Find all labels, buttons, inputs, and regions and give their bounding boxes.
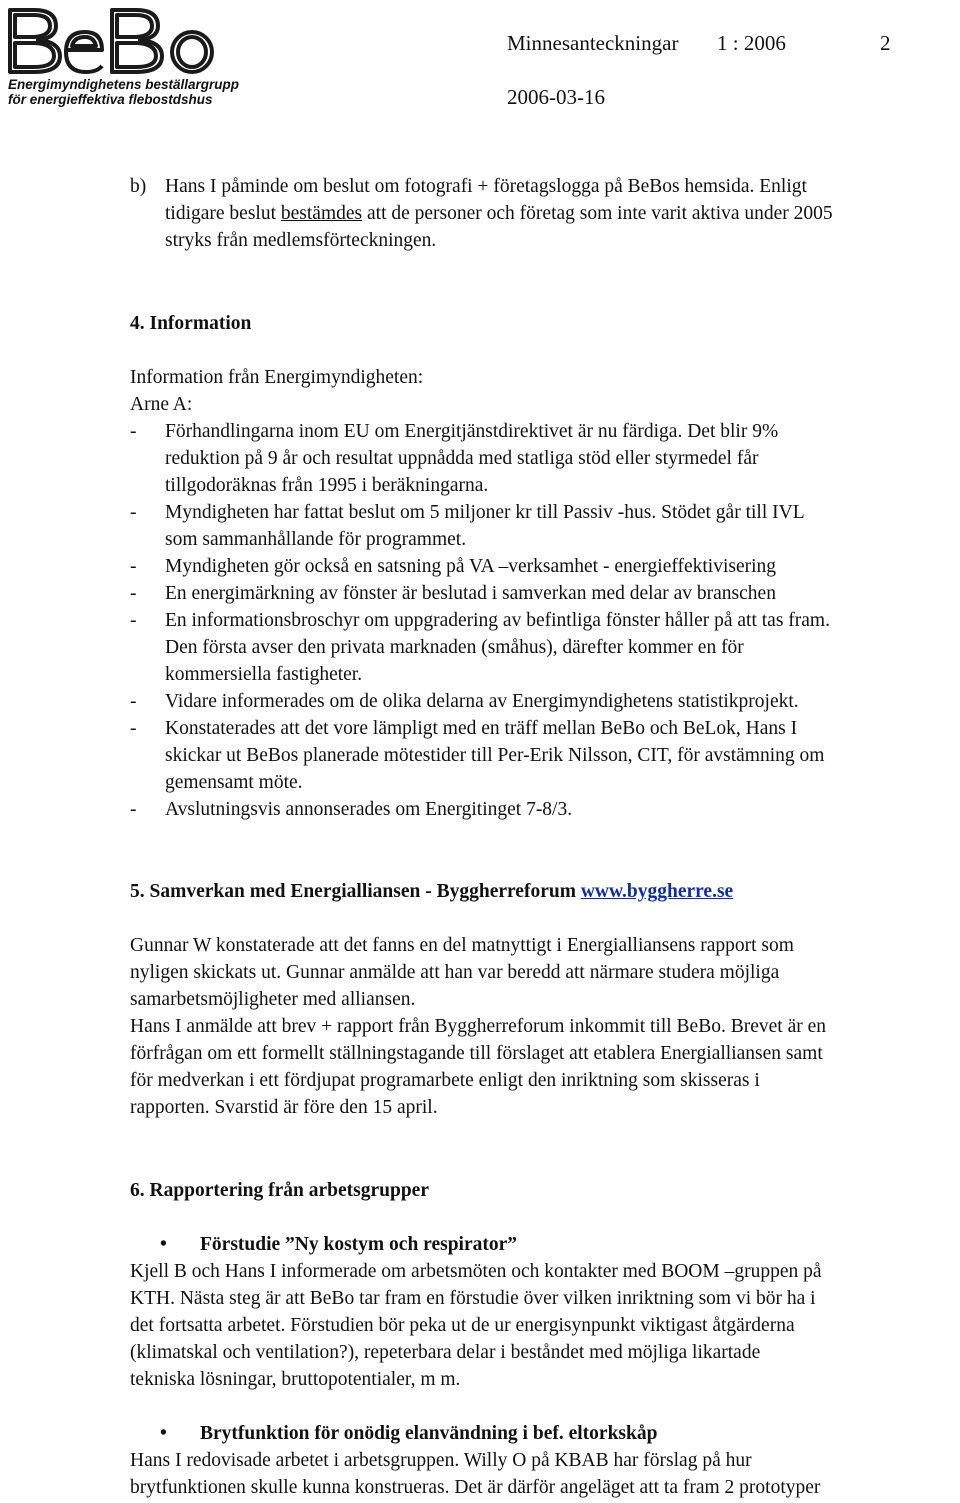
bullet-line: Den första avser den privata marknaden (småhus), därefter kommer en för — [165, 637, 744, 658]
section-5 — [130, 878, 960, 1121]
section-5-line: Gunnar W konstaterade att det fanns en del matnyttigt i Energialliansens rapport som — [130, 935, 794, 956]
bullet-line: Vidare informerades om de olika delarna av Energimyndighetens statistikprojekt. — [165, 691, 799, 712]
dash-marker: - — [130, 502, 137, 523]
dash-marker: - — [130, 718, 137, 739]
logo-subtitle-line1: Energimyndighetens beställargrupp — [8, 77, 240, 92]
dash-marker: - — [130, 691, 137, 712]
section-4-bullet-item — [130, 715, 960, 796]
section-4-bullet-item — [130, 499, 960, 553]
bullet-text — [165, 607, 830, 688]
section-4-bullet-item — [130, 553, 960, 580]
item-b-line-1: Hans I påminde om beslut om fotografi + företagslogga på BeBos hemsida. Enligt — [165, 176, 807, 197]
brytfunktion-line: brytfunktionen skulle kunna konstrueras. Det är därför angeläget att ta fram 2 prototyper — [130, 1477, 821, 1498]
section-4-intro-2: Arne A: — [130, 394, 193, 415]
section-4-bullet-item — [130, 796, 960, 823]
bullet-line: skickar ut BeBos planerade mötestider till Per-Erik Nilsson, CIT, för avstämning om — [165, 745, 825, 766]
section-5-heading-text: 5. Samverkan med Energialliansen - Byggherreforum — [130, 881, 581, 902]
section-4-bullet-item — [130, 580, 960, 607]
bullet-line: Avslutningsvis annonserades om Energitinget 7-8/3. — [165, 799, 573, 820]
bullet-text — [165, 796, 572, 823]
item-b-marker: b) — [130, 176, 147, 197]
header-date: 2006-03-16 — [507, 85, 605, 109]
forstudie-line: KTH. Nästa steg är att BeBo tar fram en förstudie över vilken inriktning som vi bör ha i — [130, 1288, 816, 1309]
bullet-text — [165, 418, 778, 499]
bullet-line: tillgodoräknas från 1995 i beräkningarna. — [165, 475, 489, 496]
section-5-line: förfrågan om ett formellt ställningstagande till förslaget att etablera Energialliansen samt — [130, 1043, 823, 1064]
header-title: Minnesanteckningar — [507, 31, 679, 55]
bullet-line: som sammanhållande för programmet. — [165, 529, 467, 550]
bullet-text — [165, 688, 799, 715]
dash-marker: - — [130, 610, 137, 631]
bebo-wordmark-graphic — [4, 4, 219, 76]
dash-marker: - — [130, 583, 137, 604]
forstudie-title-text: Förstudie ”Ny kostym och respirator” — [200, 1234, 518, 1255]
item-b-line-2-start: tidigare beslut — [165, 203, 281, 224]
section-5-heading — [130, 878, 960, 905]
bullet-line: gemensamt möte. — [165, 772, 303, 793]
item-b-line-2-end: att de personer och företag som inte varit aktiva under 2005 — [362, 203, 833, 224]
section-5-line: nyligen skickats ut. Gunnar anmälde att han var beredd att närmare studera möjliga — [130, 962, 780, 983]
section-5-line: samarbetsmöjligheter med alliansen. — [130, 989, 416, 1010]
byggherre-link[interactable]: www.byggherre.se — [580, 881, 734, 902]
bullet-line: Myndigheten gör också en satsning på VA –verksamhet - energieffektivisering — [165, 556, 777, 577]
dash-marker: - — [130, 421, 137, 442]
item-b-paragraph — [130, 173, 960, 254]
section-5-line: Hans I anmälde att brev + rapport från Byggherreforum inkommit till BeBo. Brevet är en — [130, 1016, 827, 1037]
bullet-icon: • — [160, 1234, 167, 1255]
item-b — [130, 173, 960, 254]
section-4-heading: 4. Information — [130, 313, 252, 334]
bullet-text — [165, 553, 776, 580]
section-4-bullet-item — [130, 607, 960, 688]
brytfunktion-body — [130, 1447, 960, 1501]
forstudie-body — [130, 1258, 960, 1393]
section-5-line: rapporten. Svarstid är före den 15 april. — [130, 1097, 438, 1118]
section-4-bullet-list — [130, 418, 960, 823]
bullet-text — [165, 715, 824, 796]
item-b-underlined-word: bestämdes — [280, 203, 363, 224]
bullet-line: En energimärkning av fönster är beslutad i samverkan med delar av branschen — [165, 583, 776, 604]
bullet-line: Förhandlingarna inom EU om Energitjänstdirektivet är nu färdiga. Det blir 9% — [165, 421, 779, 442]
bullet-line: En informationsbroschyr om uppgradering av befintliga fönster håller på att tas fram. — [165, 610, 830, 631]
header-page-number: 2 — [880, 31, 891, 55]
dash-marker: - — [130, 556, 137, 577]
section-5-body — [130, 932, 960, 1121]
item-b-line-3: stryks från medlemsförteckningen. — [165, 230, 437, 251]
forstudie-line: (klimatskal och ventilation?), repeterbara delar i beståndet med möjliga likartade — [130, 1342, 761, 1363]
section-6-heading: 6. Rapportering från arbetsgrupper — [130, 1180, 429, 1201]
brytfunktion-line: Hans I redovisade arbetet i arbetsgruppen. Willy O på KBAB har förslag på hur — [130, 1450, 752, 1471]
forstudie-line: det fortsatta arbetet. Förstudien bör peka ut de ur energisynpunkt viktigast åtgärderna — [130, 1315, 795, 1336]
subsection-forstudie-title — [130, 1231, 960, 1258]
bullet-icon: • — [160, 1423, 167, 1444]
item-b-line-2 — [165, 200, 833, 227]
bullet-text — [165, 499, 805, 553]
bullet-line: kommersiella fastigheter. — [165, 664, 363, 685]
section-6 — [130, 1177, 960, 1501]
section-4-bullet-item — [130, 688, 960, 715]
bullet-line: Konstaterades att det vore lämpligt med en träff mellan BeBo och BeLok, Hans I — [165, 718, 798, 739]
bullet-line: Myndigheten har fattat beslut om 5 miljoner kr till Passiv -hus. Stödet går till IVL — [165, 502, 805, 523]
bullet-text — [165, 580, 776, 607]
header-issue: 1 : 2006 — [717, 31, 786, 55]
brytfunktion-title-text: Brytfunktion för onödig elanvändning i bef. eltorkskåp — [200, 1423, 658, 1444]
bebo-logo — [4, 4, 240, 108]
forstudie-line: Kjell B och Hans I informerade om arbetsmöten och kontakter med BOOM –gruppen på — [130, 1261, 822, 1282]
section-4-intro-1: Information från Energimyndigheten: — [130, 367, 424, 388]
forstudie-line: tekniska lösningar, bruttopotentialer, m m. — [130, 1369, 461, 1390]
subsection-brytfunktion-title — [130, 1420, 960, 1447]
bullet-line: reduktion på 9 år och resultat uppnådda med statliga stöd eller styrmedel får — [165, 448, 759, 469]
dash-marker: - — [130, 799, 137, 820]
section-4-bullet-item — [130, 418, 960, 499]
section-5-line: för medverkan i ett fördjupat programarbete enligt den inriktning som skisseras i — [130, 1070, 760, 1091]
logo-subtitle-line2: för energieffektiva flebostdshus — [8, 92, 213, 107]
section-4 — [130, 310, 960, 823]
